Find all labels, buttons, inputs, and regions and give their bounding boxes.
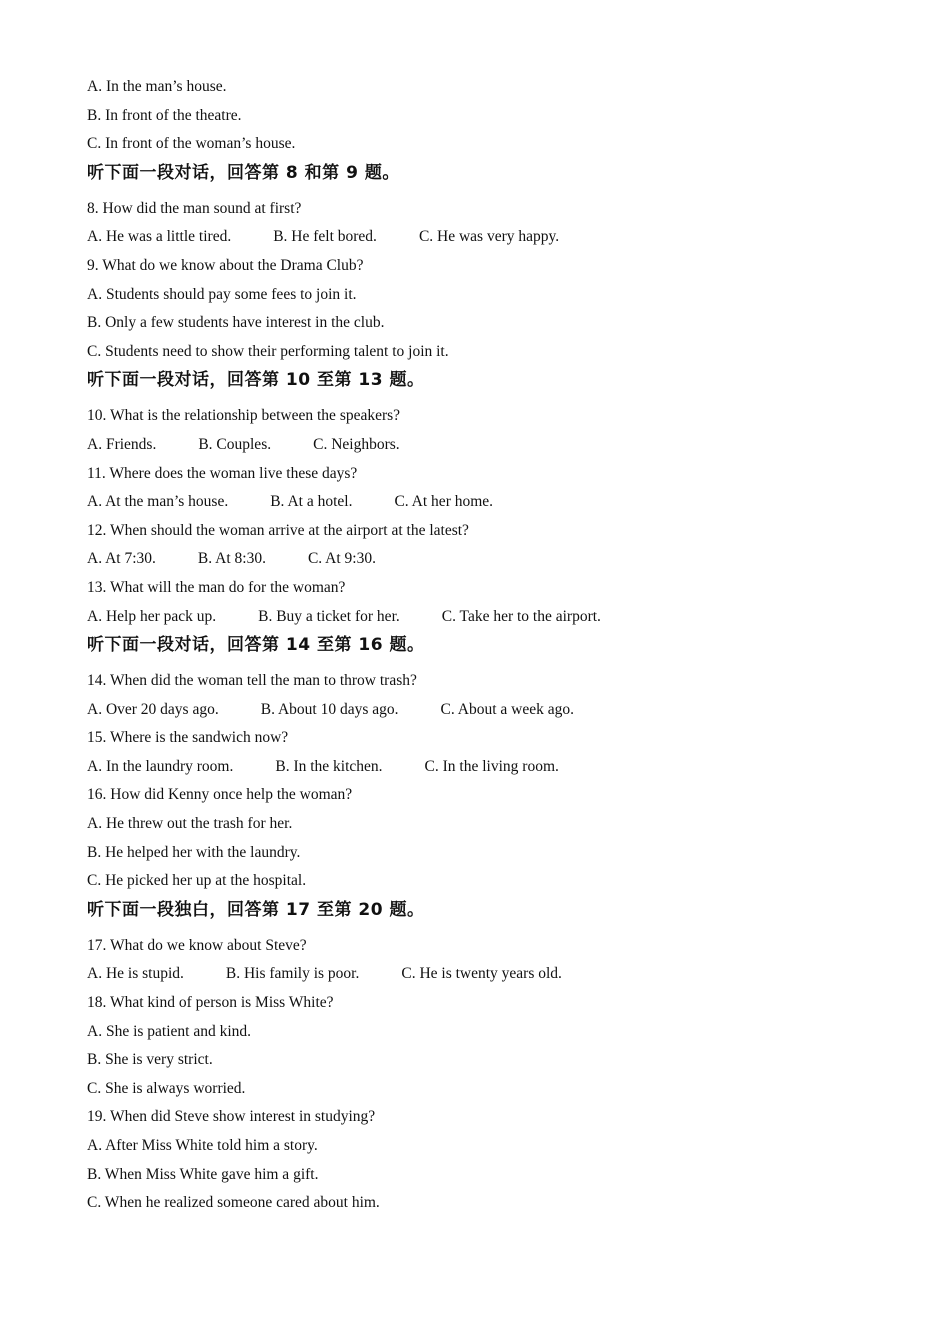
q10-question: 10. What is the relationship between the speakers? bbox=[87, 407, 401, 425]
q10-option-c: C. Neighbors. bbox=[313, 435, 400, 453]
q12-option-c: C. At 9:30. bbox=[307, 550, 376, 568]
q16-option-b: B. He helped her with the laundry. bbox=[87, 843, 301, 861]
q8-question: 8. How did the man sound at first? bbox=[87, 199, 302, 217]
q13-question: 13. What will the man do for the woman? bbox=[87, 578, 346, 596]
q11-option-b: B. At a hotel. bbox=[270, 493, 353, 511]
q17-option-c: C. He is twenty years old. bbox=[401, 965, 562, 983]
q19-question: 19. When did Steve show interest in studying? bbox=[87, 1108, 376, 1126]
q18-option-b: B. She is very strict. bbox=[87, 1051, 213, 1069]
q15-options bbox=[87, 753, 887, 782]
q18-option-a: A. She is patient and kind. bbox=[87, 1022, 252, 1040]
q10-option-a: A. Friends. bbox=[87, 435, 157, 453]
q19-option-a: A. After Miss White told him a story. bbox=[87, 1137, 318, 1154]
q18-option-c: C. She is always worried. bbox=[87, 1079, 246, 1097]
q14-option-c: C. About a week ago. bbox=[440, 700, 574, 718]
q8-option-a: A. He was a little tired. bbox=[87, 228, 232, 246]
q11-options bbox=[87, 488, 887, 517]
section-heading-8-9: 听下面一段对话，回答第 8 和第 9 题。 bbox=[87, 162, 400, 183]
q9-option-a: A. Students should pay some fees to join it. bbox=[87, 285, 357, 303]
q8-option-c: C. He was very happy. bbox=[418, 228, 560, 246]
q8-option-b: B. He felt bored. bbox=[273, 228, 377, 246]
q12-option-b: B. At 8:30. bbox=[197, 550, 266, 568]
q15-option-a: A. In the laundry room. bbox=[87, 757, 234, 775]
q7-option-b: B. In front of the theatre. bbox=[87, 106, 242, 124]
q16-option-c: C. He picked her up at the hospital. bbox=[87, 872, 307, 890]
q12-option-a: A. At 7:30. bbox=[87, 550, 156, 568]
q17-options bbox=[87, 960, 887, 989]
q18-question: 18. What kind of person is Miss White? bbox=[87, 994, 334, 1012]
q15-option-c: C. In the living room. bbox=[424, 757, 559, 775]
q17-option-b: B. His family is poor. bbox=[225, 965, 360, 983]
q19-option-c: C. When he realized someone cared about him. bbox=[87, 1194, 380, 1212]
q8-options bbox=[87, 223, 887, 252]
q13-option-c: C. Take her to the airport. bbox=[441, 607, 601, 625]
q14-option-b: B. About 10 days ago. bbox=[260, 700, 399, 718]
q11-option-c: C. At her home. bbox=[394, 493, 494, 511]
q13-options bbox=[87, 603, 887, 632]
q16-question: 16. How did Kenny once help the woman? bbox=[87, 786, 353, 804]
q15-option-b: B. In the kitchen. bbox=[275, 757, 383, 775]
q17-question: 17. What do we know about Steve? bbox=[87, 936, 307, 954]
q10-option-b: B. Couples. bbox=[198, 435, 272, 453]
q15-question: 15. Where is the sandwich now? bbox=[87, 729, 289, 747]
q14-option-a: A. Over 20 days ago. bbox=[87, 700, 219, 718]
q9-question: 9. What do we know about the Drama Club? bbox=[87, 256, 364, 274]
q9-option-c: C. Students need to show their performing talent to join it. bbox=[87, 342, 449, 360]
section-heading-10-13: 听下面一段对话，回答第 10 至第 13 题。 bbox=[87, 370, 425, 391]
q19-option-b: B. When Miss White gave him a gift. bbox=[87, 1165, 319, 1183]
q11-question: 11. Where does the woman live these days? bbox=[87, 464, 358, 482]
q9-option-b: B. Only a few students have interest in the club. bbox=[87, 314, 385, 332]
q16-option-a: A. He threw out the trash for her. bbox=[87, 815, 293, 833]
section-heading-14-16: 听下面一段对话，回答第 14 至第 16 题。 bbox=[87, 635, 425, 656]
section-heading-17-20: 听下面一段独白，回答第 17 至第 20 题。 bbox=[87, 899, 425, 920]
q12-options bbox=[87, 545, 887, 574]
q14-question: 14. When did the woman tell the man to throw trash? bbox=[87, 672, 417, 690]
q14-options bbox=[87, 696, 887, 725]
q13-option-a: A. Help her pack up. bbox=[87, 607, 217, 625]
q7-option-c: C. In front of the woman’s house. bbox=[87, 135, 296, 153]
q11-option-a: A. At the man’s house. bbox=[87, 493, 229, 511]
q10-options bbox=[87, 431, 887, 460]
q12-question: 12. When should the woman arrive at the airport at the latest? bbox=[87, 521, 469, 539]
q13-option-b: B. Buy a ticket for her. bbox=[258, 607, 400, 625]
exam-page bbox=[87, 73, 887, 1218]
q17-option-a: A. He is stupid. bbox=[87, 965, 184, 983]
q7-option-a: A. In the man’s house. bbox=[87, 78, 227, 95]
